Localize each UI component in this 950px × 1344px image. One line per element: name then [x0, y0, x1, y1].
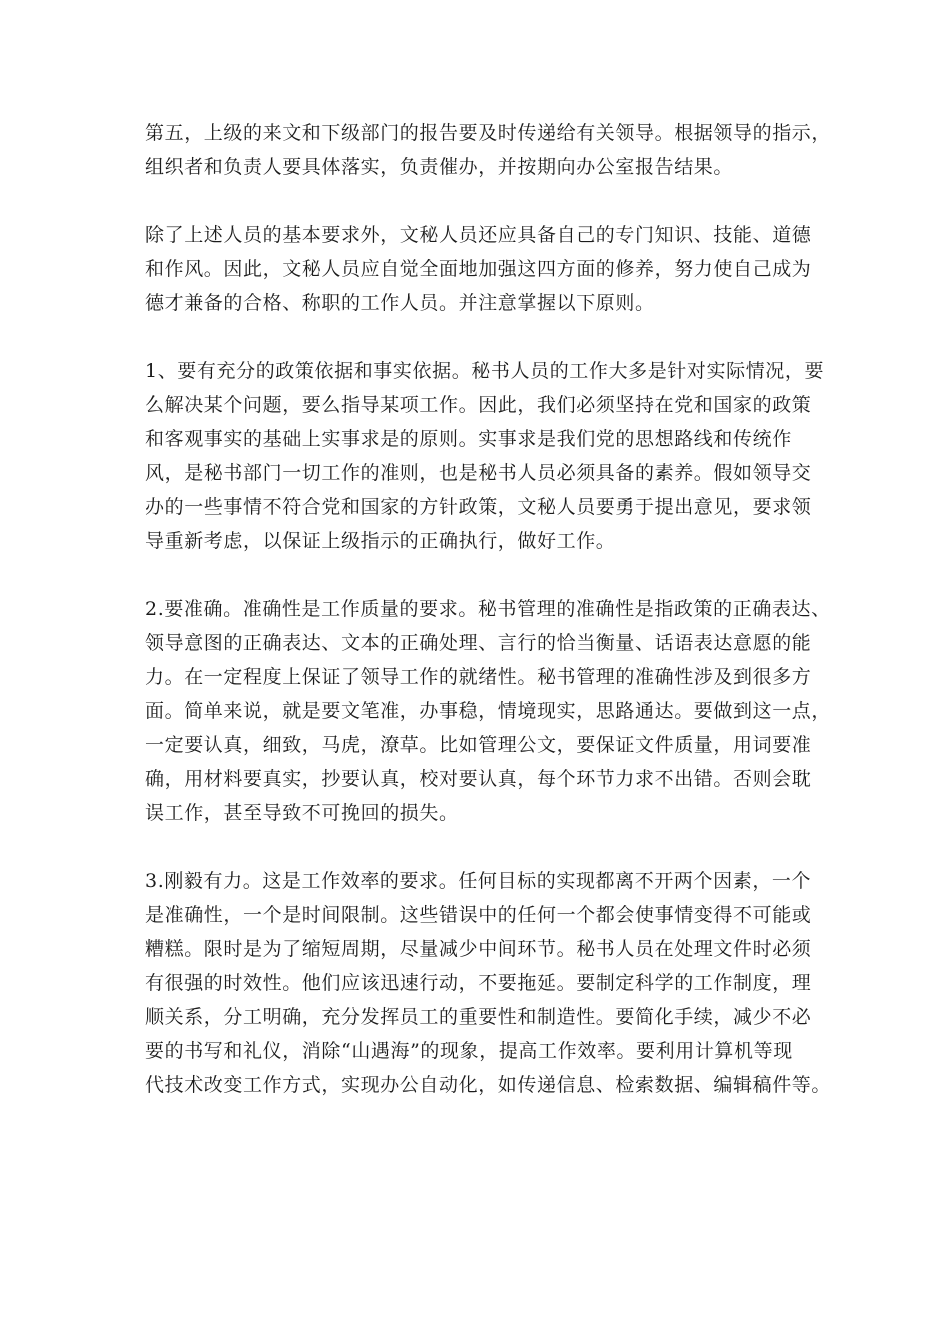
text-line: 顺关系，分工明确，充分发挥员工的重要性和制造性。要简化手续，减少不必 — [145, 1006, 812, 1028]
text-line: 德才兼备的合格、称职的工作人员。并注意掌握以下原则。 — [145, 292, 655, 314]
text-line: 代技术改变工作方式，实现办公自动化，如传递信息、检索数据、编辑稿件等。 — [145, 1074, 832, 1096]
paragraph-gap — [145, 830, 815, 864]
text-line: 么解决某个问题，要么指导某项工作。因此，我们必须坚持在党和国家的政策 — [145, 394, 812, 416]
text-line: 2.要准确。准确性是工作质量的要求。秘书管理的准确性是指政策的正确表达、 — [145, 598, 831, 620]
document-body — [145, 116, 832, 1102]
text-line: 要的书写和礼仪，消除“山遇海”的现象，提高工作效率。要利用计算机等现 — [145, 1040, 793, 1062]
text-line: 第五，上级的来文和下级部门的报告要及时传递给有关领导。根据领导的指示， — [145, 122, 832, 144]
paragraph-principle-2 — [145, 592, 832, 830]
text-line: 有很强的时效性。他们应该迅速行动，不要拖延。要制定科学的工作制度，理 — [145, 972, 812, 994]
text-line: 力。在一定程度上保证了领导工作的就绪性。秘书管理的准确性涉及到很多方 — [145, 666, 812, 688]
text-line: 导重新考虑，以保证上级指示的正确执行，做好工作。 — [145, 530, 616, 552]
text-line: 组织者和负责人要具体落实，负责催办，并按期向办公室报告结果。 — [145, 156, 734, 178]
text-line: 和客观事实的基础上实事求是的原则。实事求是我们党的思想路线和传统作 — [145, 428, 792, 450]
text-line: 3.刚毅有力。这是工作效率的要求。任何目标的实现都离不开两个因素，一个 — [145, 870, 812, 892]
paragraph-gap — [145, 320, 815, 354]
paragraph-gap — [145, 558, 815, 592]
text-line: 除了上述人员的基本要求外，文秘人员还应具备自己的专门知识、技能、道德 — [145, 224, 812, 246]
paragraph-principle-1 — [145, 354, 825, 558]
text-line: 面。简单来说，就是要文笔准，办事稳，情境现实，思路通达。要做到这一点， — [145, 700, 832, 722]
paragraph-fifth-point — [145, 116, 832, 184]
text-line: 糟糕。限时是为了缩短周期，尽量减少中间环节。秘书人员在处理文件时必须 — [145, 938, 812, 960]
paragraph-gap — [145, 184, 815, 218]
text-line: 一定要认真，细致，马虎，潦草。比如管理公文，要保证文件质量，用词要准 — [145, 734, 812, 756]
text-line: 是准确性，一个是时间限制。这些错误中的任何一个都会使事情变得不可能或 — [145, 904, 812, 926]
text-line: 确，用材料要真实，抄要认真，校对要认真，每个环节力求不出错。否则会耽 — [145, 768, 812, 790]
text-line: 误工作，甚至导致不可挽回的损失。 — [145, 802, 459, 824]
paragraph-principle-3 — [145, 864, 832, 1102]
text-line: 办的一些事情不符合党和国家的方针政策，文秘人员要勇于提出意见，要求领 — [145, 496, 812, 518]
text-line: 领导意图的正确表达、文本的正确处理、言行的恰当衡量、话语表达意愿的能 — [145, 632, 812, 654]
text-line: 和作风。因此，文秘人员应自觉全面地加强这四方面的修养，努力使自己成为 — [145, 258, 812, 280]
paragraph-requirements-intro — [145, 218, 815, 320]
text-line: 风，是秘书部门一切工作的准则，也是秘书人员必须具备的素养。假如领导交 — [145, 462, 812, 484]
text-line: 1、要有充分的政策依据和事实依据。秘书人员的工作大多是针对实际情况，要 — [145, 360, 825, 382]
